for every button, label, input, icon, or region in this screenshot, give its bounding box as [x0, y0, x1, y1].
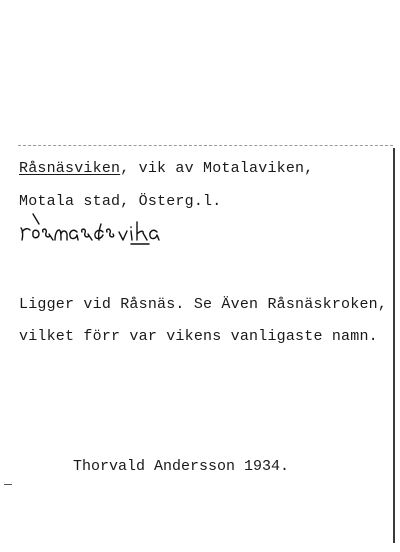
- signature-line: Thorvald Andersson 1934.: [73, 458, 290, 475]
- entry-line-2: Motala stad, Österg.l.: [19, 193, 222, 210]
- entry-line-3: Ligger vid Råsnäs. Se Även Råsnäskroken,: [19, 296, 388, 313]
- entry-line-1-rest: , vik av Motalaviken,: [120, 160, 314, 177]
- right-border-line: [393, 148, 395, 543]
- entry-line-4: vilket förr var vikens vanligaste namn.: [19, 328, 378, 345]
- margin-tick: [4, 484, 12, 485]
- headword: Råsnäsviken: [19, 160, 121, 177]
- handwritten-pronunciation: [19, 210, 179, 248]
- top-divider: [18, 145, 393, 146]
- entry-line-1: [19, 160, 313, 177]
